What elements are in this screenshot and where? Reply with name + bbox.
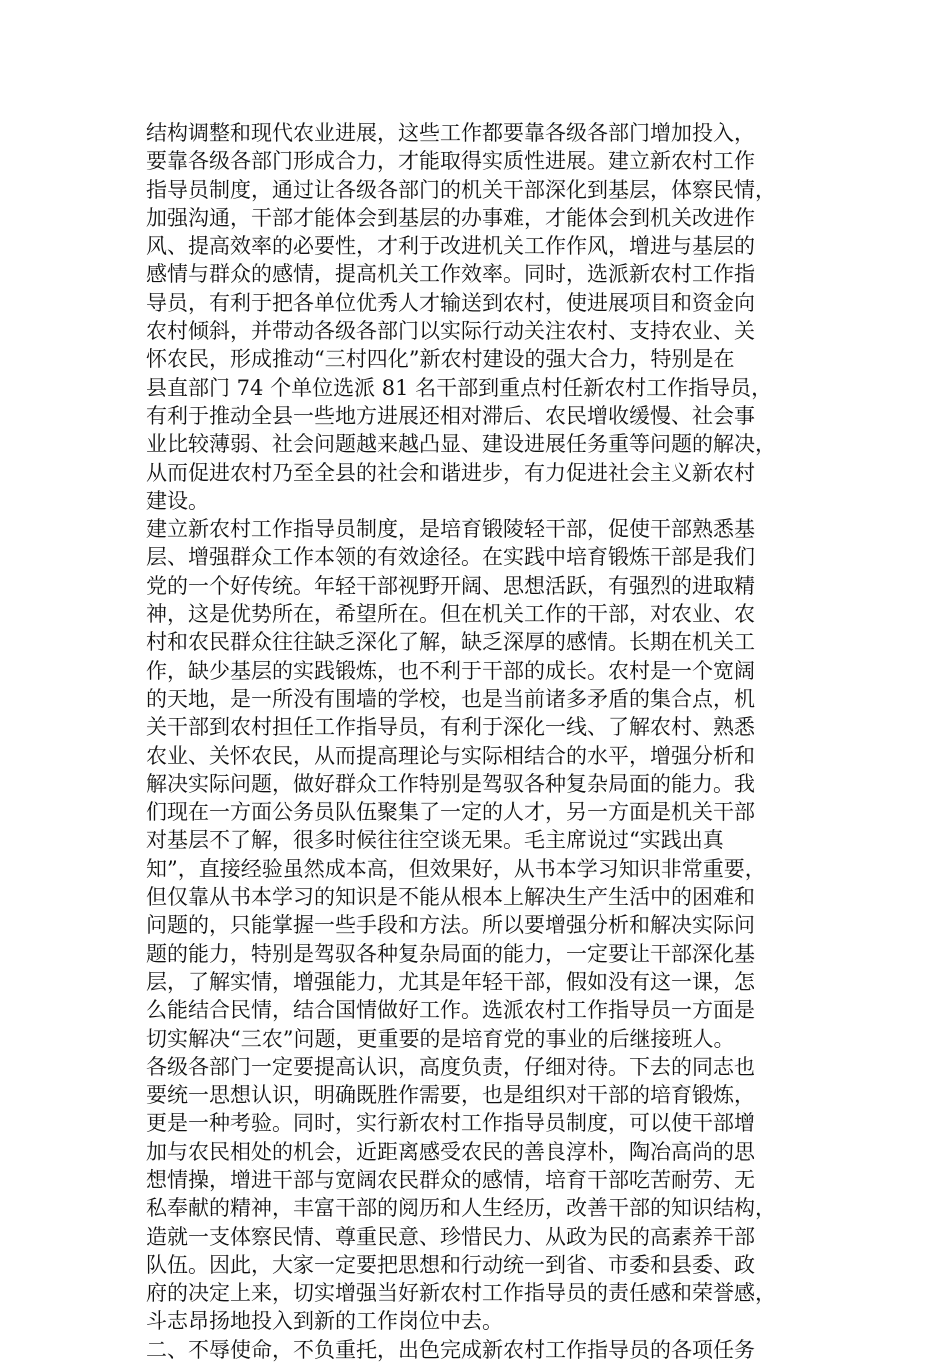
text-line: 业比较薄弱、社会问题越来越凸显、建设进展任务重等问题的解决， (146, 432, 776, 457)
text-line: 知”，直接经验虽然成本高，但效果好，从书本学习知识非常重要， (146, 856, 766, 881)
text-line: 党的一个好传统。年轻干部视野开阔、思想活跃，有强烈的进取精 (146, 573, 755, 598)
text-line: 们现在一方面公务员队伍聚集了一定的人才，另一方面是机关干部 (146, 800, 755, 825)
text-line: 有利于推动全县一些地方进展还相对滞后、农民增收缓慢、社会事 (146, 403, 755, 428)
text-line: 村和农民群众往往缺乏深化了解，缺乏深厚的感情。长期在机关工 (146, 630, 755, 655)
text-line: 各级各部门一定要提高认识，高度负责，仔细对待。下去的同志也 (146, 1054, 755, 1079)
text-line: 想情操，增进干部与宽阔农民群众的感情，培育干部吃苦耐劳、无 (146, 1167, 755, 1192)
text-line: 加与农民相处的机会，近距离感受农民的善良淳朴，陶冶高尚的思 (146, 1139, 755, 1164)
text-line: 斗志昂扬地投入到新的工作岗位中去。 (146, 1309, 503, 1334)
text-line: 建立新农村工作指导员制度，是培育锻陵轻干部，促使干部熟悉基 (146, 517, 755, 542)
text-line: 队伍。因此，大家一定要把思想和行动统一到省、市委和县委、政 (146, 1252, 755, 1277)
text-line: 切实解决“三农”问题，更重要的是培育党的事业的后继接班人。 (146, 1026, 735, 1051)
text-line: 更是一种考验。同时，实行新农村工作指导员制度，可以使干部增 (146, 1111, 755, 1136)
text-line: 对基层不了解，很多时候往往空谈无果。毛主席说过“实践出真 (146, 828, 724, 853)
text-line: 么能结合民情，结合国情做好工作。选派农村工作指导员一方面是 (146, 998, 755, 1023)
text-line: 但仅靠从书本学习的知识是不能从根本上解决生产生活中的困难和 (146, 885, 755, 910)
text-line: 要统一思想认识，明确既胜作需要，也是组织对干部的培育锻炼， (146, 1083, 755, 1108)
text-line: 题的能力，特别是驾驭各种复杂局面的能力，一定要让干部深化基 (146, 941, 755, 966)
text-line: 要靠各级各部门形成合力，才能取得实质性进展。建立新农村工作 (146, 149, 755, 174)
text-line: 层，了解实情，增强能力，尤其是年轻干部，假如没有这一课，怎 (146, 969, 755, 994)
text-line: 从而促进农村乃至全县的社会和谐进步，有力促进社会主义新农村 (146, 460, 755, 485)
text-line: 问题的，只能掌握一些手段和方法。所以要增强分析和解决实际问 (146, 913, 755, 938)
text-line: 结构调整和现代农业进展，这些工作都要靠各级各部门增加投入， (146, 121, 755, 145)
text-line: 作，缺少基层的实践锻炼，也不利于干部的成长。农村是一个宽阔 (146, 658, 755, 683)
text-line: 私奉献的精神，丰富干部的阅历和人生经历，改善干部的知识结构， (146, 1196, 776, 1221)
text-line: 农村倾斜，并带动各级各部门以实际行动关注农村、支持农业、关 (146, 319, 755, 344)
text-line: 的天地，是一所没有围墙的学校，也是当前诸多矛盾的集合点，机 (146, 686, 755, 711)
text-line: 导员，有利于把各单位优秀人才输送到农村，使进展项目和资金向 (146, 290, 755, 315)
document-body-text (146, 119, 826, 1364)
text-line: 层、增强群众工作本领的有效途径。在实践中培育锻炼干部是我们 (146, 545, 755, 570)
text-line: 县直部门 74 个单位选派 81 名干部到重点村任新农村工作指导员， (146, 375, 773, 400)
text-line: 加强沟通，干部才能体会到基层的办事难，才能体会到机关改进作 (146, 205, 755, 230)
text-line: 关干部到农村担任工作指导员，有利于深化一线、了解农村、熟悉 (146, 715, 755, 740)
text-line: 感情与群众的感情，提高机关工作效率。同时，选派新农村工作指 (146, 262, 755, 287)
text-line: 解决实际问题，做好群众工作特别是驾驭各种复杂局面的能力。我 (146, 771, 755, 796)
text-line: 农业、关怀农民，从而提高理论与实际相结合的水平，增强分析和 (146, 743, 755, 768)
text-line: 二、不辱使命，不负重托，出色完成新农村工作指导员的各项任务 (146, 1337, 755, 1362)
text-line: 建设。 (146, 488, 209, 513)
text-line: 怀农民，形成推动“三村四化”新农村建设的强大合力，特别是在 (146, 347, 735, 372)
text-line: 风、提高效率的必要性，才利于改进机关工作作风，增进与基层的 (146, 234, 755, 259)
text-line: 府的决定上来，切实增强当好新农村工作指导员的责任感和荣誉感， (146, 1281, 776, 1306)
text-line: 神，这是优势所在，希望所在。但在机关工作的干部，对农业、农 (146, 602, 755, 627)
text-line: 指导员制度，通过让各级各部门的机关干部深化到基层，体察民情， (146, 177, 776, 202)
text-line: 造就一支体察民情、尊重民意、珍惜民力、从政为民的高素养干部 (146, 1224, 755, 1249)
